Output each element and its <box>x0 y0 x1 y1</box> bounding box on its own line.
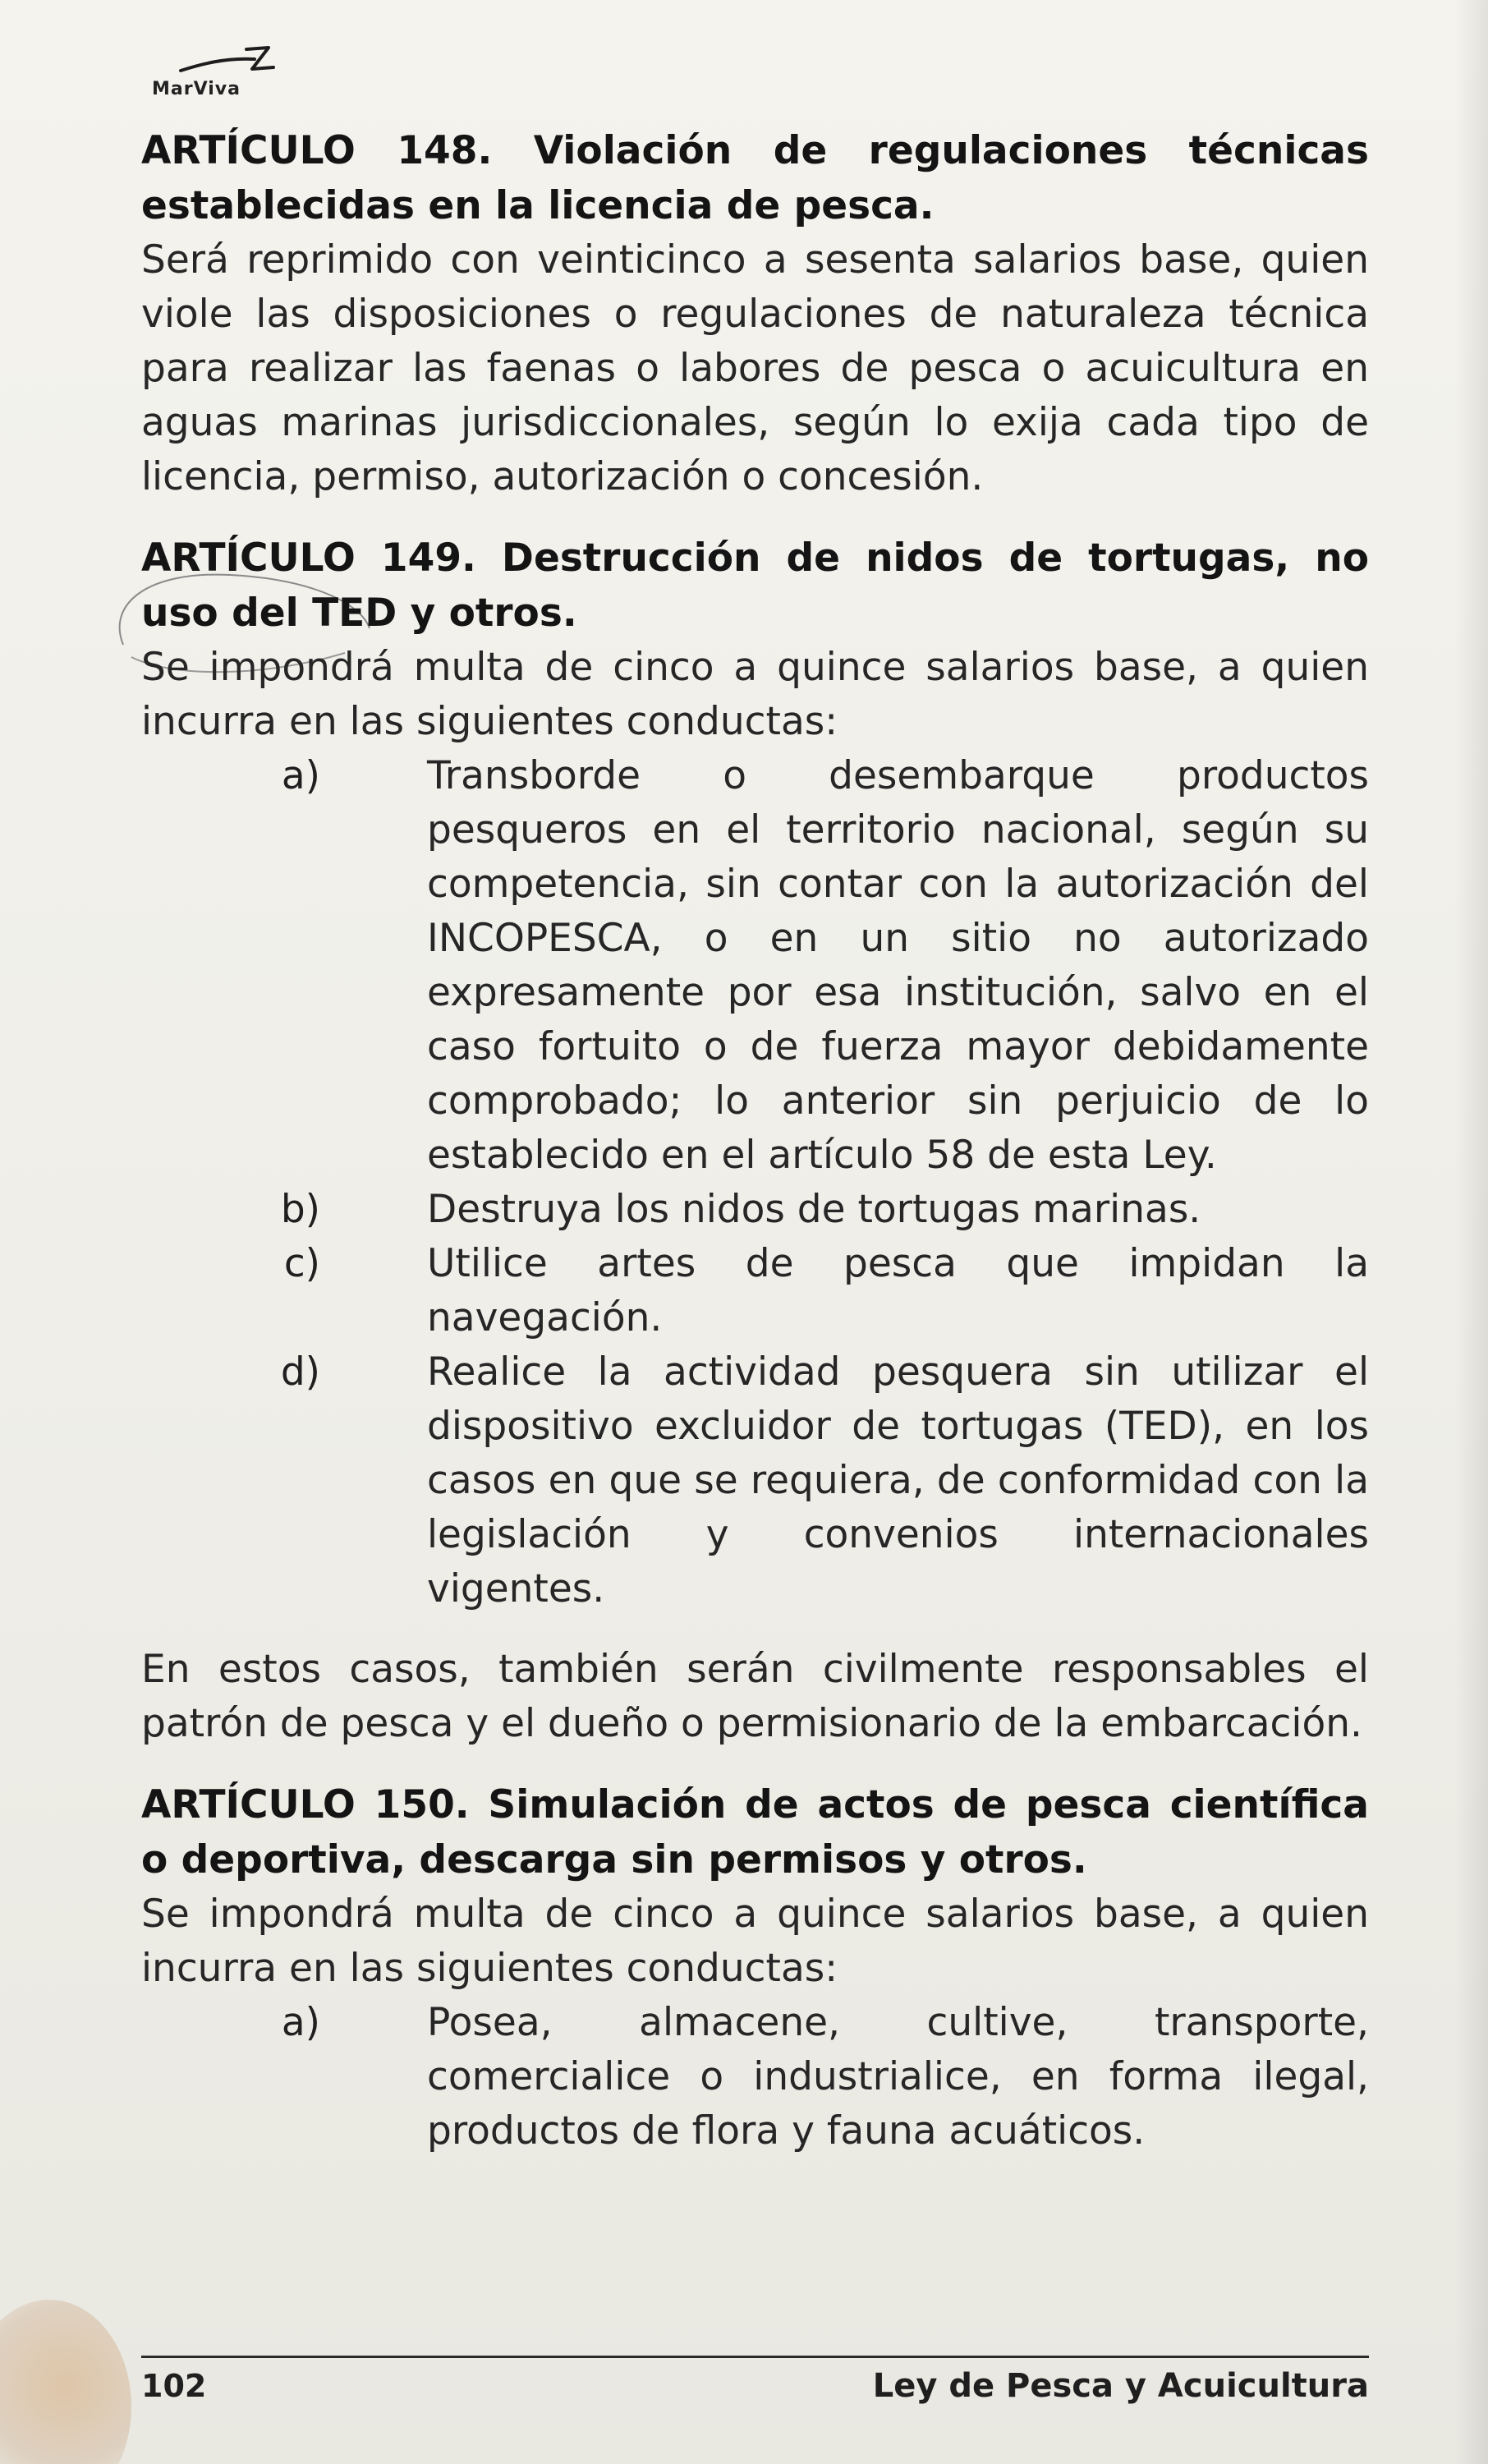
logo-text: MarViva <box>152 79 241 99</box>
article-150-list <box>141 1996 1369 2158</box>
article-148-body: Será reprimido con veinticinco a sesenta salarios base, quien viole las disposiciones o regulaciones de naturaleza técnica para realizar las faenas o labores de pesca o acuicultura en aguas marinas jurisdiccionales, según lo exija cada tipo de licencia, permiso, autorización o concesión. <box>141 237 1369 499</box>
article-149-closing: En estos casos, también serán civilmente responsables el patrón de pesca y el dueño o permisionario de la embarcación. <box>141 1647 1369 1746</box>
article-150-intro: Se impondrá multa de cinco a quince salarios base, a quien incurra en las siguientes conductas: <box>141 1892 1369 1991</box>
list-item-text: Transborde o desembarque productos pesqueros en el territorio nacional, según su competencia, sin contar con la autorización del INCOPESCA, o en un sitio no autorizado expresamente por esa institución, salvo en el caso fortuito o de fuerza mayor debidamente comprobado; lo anterior sin perjuicio de lo establecido en el artículo 58 de esta Ley. <box>427 753 1369 1178</box>
article-149-heading: ARTÍCULO 149. Destrucción de nidos de tortugas, no uso del TED y otros. <box>141 536 1369 636</box>
list-item-letter: c) <box>283 1241 320 1286</box>
article-150-heading: ARTÍCULO 150. Simulación de actos de pesca científica o deportiva, descarga sin permisos y otros. <box>141 1782 1369 1882</box>
list-item <box>141 749 1369 1183</box>
footer-book-title: Ley de Pesca y Acuicultura <box>872 2367 1369 2405</box>
list-item <box>141 1345 1369 1616</box>
list-item-text: Utilice artes de pesca que impidan la navegación. <box>427 1241 1369 1340</box>
list-item-letter: a) <box>281 753 320 798</box>
article-149-list <box>141 749 1369 1616</box>
list-item <box>141 1237 1369 1345</box>
list-item-letter: d) <box>280 1349 320 1395</box>
page-content <box>141 123 1369 2158</box>
list-item <box>141 1996 1369 2158</box>
article-148-heading: ARTÍCULO 148. Violación de regulaciones técnicas establecidas en la licencia de pesca. <box>141 128 1369 228</box>
wave-logo-icon <box>177 39 292 80</box>
thumb-shadow <box>0 2300 131 2464</box>
list-item-text: Destruya los nidos de tortugas marinas. <box>427 1187 1201 1232</box>
list-item <box>141 1183 1369 1237</box>
section-gap <box>141 1616 1369 1643</box>
footer-rule <box>141 2356 1369 2358</box>
marviva-logo <box>152 39 316 105</box>
page-edge-shadow <box>1455 0 1488 2464</box>
list-item-letter: a) <box>281 2000 320 2045</box>
section-gap <box>141 1751 1369 1777</box>
list-item-text: Posea, almacene, cultive, transporte, comercialice o industrialice, en forma ilegal, productos de flora y fauna acuáticos. <box>427 2000 1369 2154</box>
section-gap <box>141 504 1369 531</box>
list-item-letter: b) <box>280 1187 320 1232</box>
list-item-text: Realice la actividad pesquera sin utilizar el dispositivo excluidor de tortugas (TED), en los casos en que se requiera, de conformidad con la legislación y convenios internacionales vigentes. <box>427 1349 1369 1611</box>
page-number: 102 <box>141 2368 207 2404</box>
article-149-intro: Se impondrá multa de cinco a quince salarios base, a quien incurra en las siguientes conductas: <box>141 645 1369 744</box>
